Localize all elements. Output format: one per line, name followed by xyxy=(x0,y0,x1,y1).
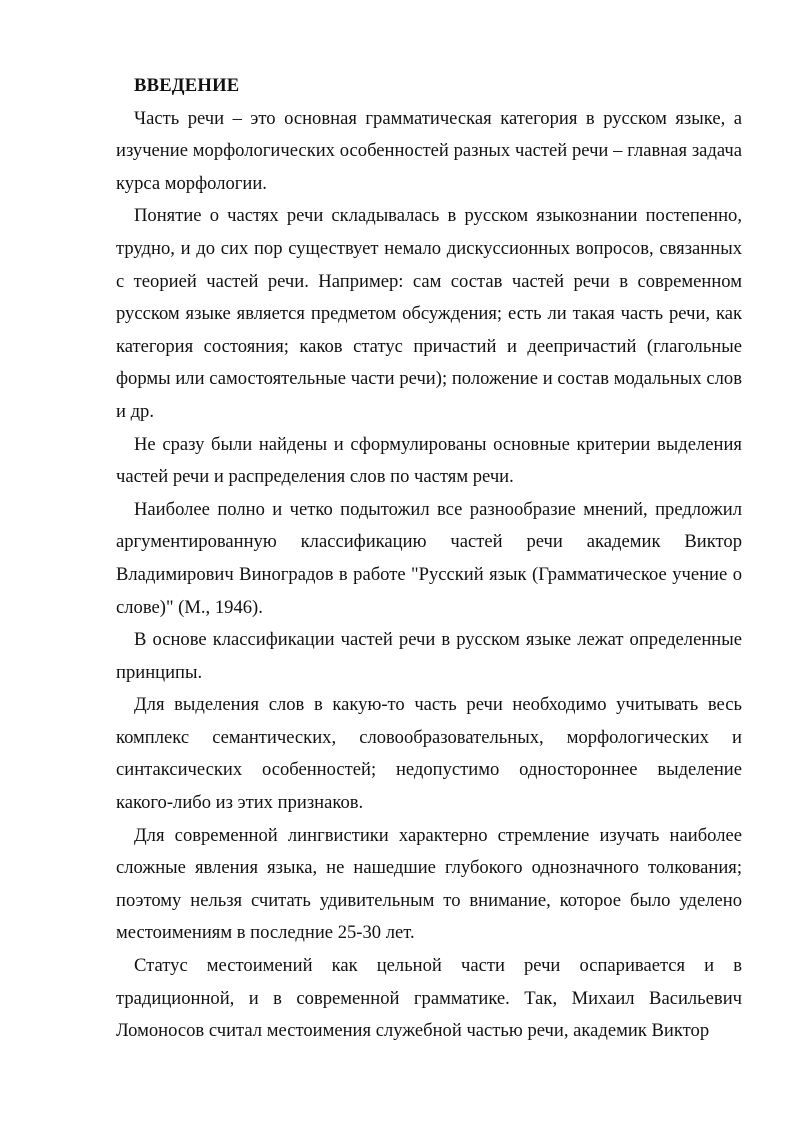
paragraph-1: Часть речи – это основная грамматическая категория в русском языке, а изучение морфологических особенностей разных частей речи – главная задача курса морфологии. xyxy=(116,107,742,194)
paragraph-8: Статус местоимений как цельной части речи оспаривается и в традиционной, и в современной грамматике. Так, Михаил Васильевич Ломоносов считал местоимения служебной частью речи, академик Виктор xyxy=(116,955,742,1042)
paragraph-7: Для современной лингвистики характерно стремление изучать наиболее сложные явления языка, не нашедшие глубокого однозначного толкования; поэтому нельзя считать удивительным то внимание, которое было уделено местоимениям в последние 25-30 лет. xyxy=(116,824,742,944)
section-heading: ВВЕДЕНИЕ xyxy=(134,75,240,96)
paragraph-6: Для выделения слов в какую-то часть речи необходимо учитывать весь комплекс семантических, словообразовательных, морфологических и синтаксических особенностей; недопустимо одностороннее выделение какого-либо из этих признаков. xyxy=(116,694,742,814)
paragraph-3: Не сразу были найдены и сформулированы основные критерии выделения частей речи и распределения слов по частям речи. xyxy=(116,433,742,488)
paragraph-5: В основе классификации частей речи в русском языке лежат определенные принципы. xyxy=(116,629,742,683)
paragraph-2: Понятие о частях речи складывалась в русском языкознании постепенно, трудно, и до сих пор существует немало дискуссионных вопросов, связанных с теорией частей речи. Например: сам состав частей речи в современном русском языке является предметом обсуждения; есть ли такая часть речи, как категория состояния; каков статус причастий и деепричастий (глагольные формы или самостоятельные части речи); положение и состав модальных слов и др. xyxy=(116,205,742,422)
paragraph-4: Наиболее полно и четко подытожил все разнообразие мнений, предложил аргументированную классификацию частей речи академик Виктор Владимирович Виноградов в работе "Русский язык (Грамматическое учение о слове)" (М., 1946). xyxy=(116,498,742,618)
document-body xyxy=(116,70,742,1048)
